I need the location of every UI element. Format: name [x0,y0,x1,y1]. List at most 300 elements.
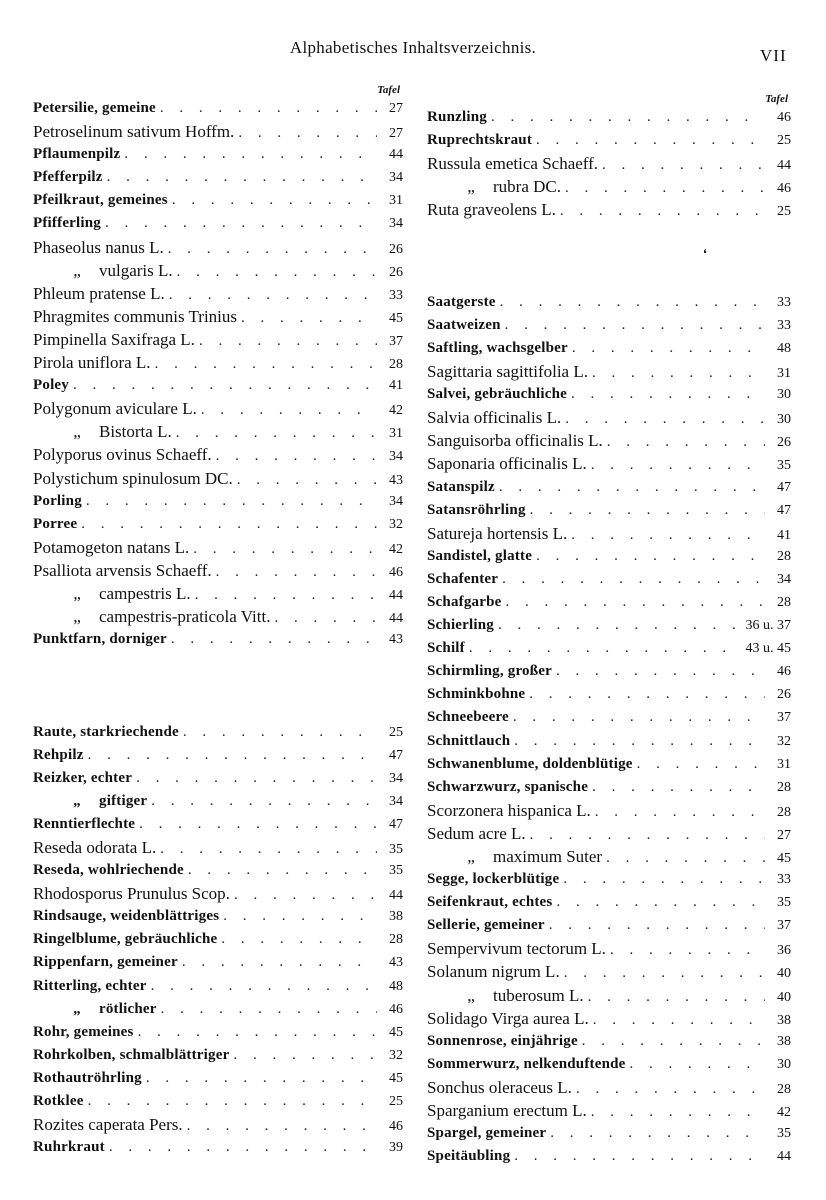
index-entry [427,637,791,660]
dot-leader [487,106,765,129]
entry-text: Schwarzwurz, spanische [427,778,589,795]
entry-name [427,984,584,1007]
entry-text: Porling [33,492,82,509]
index-entry [33,513,403,536]
dot-leader [157,998,377,1021]
index-entry [427,706,791,729]
entry-text: vulgaris L. [99,260,173,280]
entry-name [427,1145,510,1168]
entry-text: Satansröhrling [427,501,526,518]
entry-name [33,236,164,259]
dot-leader [69,374,377,397]
index-entry [33,1090,403,1113]
tafel-number: 35 [777,895,791,911]
dot-leader [589,1009,765,1030]
dot-leader [135,813,377,836]
index-entry [427,568,791,591]
entry-text: tuberosum L. [493,985,584,1005]
index-entry [33,282,403,305]
entry-text: Pimpinella Saxifraga L. [33,329,195,349]
entry-name [427,152,598,175]
entry-name [33,397,197,420]
entry-text: Pfefferpilz [33,169,103,186]
entry-name [427,960,560,983]
dot-leader [212,445,377,466]
entry-name [33,744,84,767]
index-entry [427,614,791,637]
entry-name [427,175,561,198]
dot-leader [532,545,765,568]
entry-text: Sommerwurz, nelkenduftende [427,1055,626,1072]
entry-name [33,905,219,928]
index-entry [427,476,791,499]
entry-text: Pfifferling [33,215,102,232]
index-entry [427,799,791,822]
index-entry [33,951,403,974]
index-entry [33,420,403,443]
index-entry [427,406,791,429]
index-entry [33,212,403,235]
entry-text: rötlicher [99,1000,157,1017]
tafel-number: 31 [777,756,791,772]
entry-text: Reizker, echter [33,769,133,786]
entry-text: Polystichum spinulosum DC. [33,468,233,488]
index-entry [33,189,403,212]
index-entry [427,106,791,129]
dot-leader [168,189,377,212]
dot-leader [189,538,377,559]
dot-leader [510,1145,765,1168]
tafel-number: 26 [777,687,791,703]
tafel-number: 25 [777,133,791,149]
entry-name [427,776,588,799]
dot-leader [173,261,377,282]
tafel-number: 31 [389,193,403,209]
entry-text: Punktfarn, dorniger [33,631,167,648]
index-entry [427,291,791,314]
index-entry [33,905,403,928]
dot-leader [183,1115,377,1136]
dot-leader [465,637,742,660]
tafel-number: 40 [777,989,791,1005]
tafel-number: 28 [777,804,791,820]
dot-leader [270,607,377,628]
dot-leader [572,1078,765,1099]
index-entry [33,559,403,582]
index-entry [33,467,403,490]
tafel-number: 25 [389,724,403,740]
dot-leader [179,721,377,744]
tafel-number: 35 [389,842,403,857]
index-entry [33,120,403,143]
entry-text: Rohr, gemeines [33,1023,134,1040]
index-entry [33,628,403,651]
tafel-number: 34 [389,216,403,232]
tafel-number: 46 [777,181,791,197]
entry-text: Schafgarbe [427,593,502,610]
entry-name [33,582,191,605]
tafel-number: 35 [389,863,403,879]
entry-name [33,951,178,974]
page-number: VII [760,46,787,65]
dot-leader [587,454,765,475]
entry-name [427,914,545,937]
tafel-number: 37 [777,918,791,934]
tafel-number: 28 [777,548,791,564]
tafel-number: 44 [777,158,791,174]
dot-leader [552,660,765,683]
entry-name [33,998,157,1021]
tafel-number: 46 [777,664,791,680]
entry-text: Poley [33,377,69,394]
entry-text: Rippenfarn, gemeiner [33,954,178,971]
index-list-right [427,106,791,1168]
dot-leader [120,143,377,166]
ditto-mark: „ [73,607,81,627]
index-entry [33,143,403,166]
tafel-number: 44 [777,1149,791,1165]
dot-leader [591,801,765,822]
tafel-number: 34 [389,793,403,809]
entry-text: Ritterling, echter [33,977,147,994]
tafel-number: 43 [389,632,403,648]
index-entry [427,937,791,960]
tafel-number: 27 [777,827,791,843]
entry-name [33,1113,183,1136]
entry-text: Rothautröhrling [33,1069,142,1086]
tafel-number: 28 [777,1081,791,1097]
entry-text: Sempervivum tectorum L. [427,939,606,959]
entry-text: Phleum pratense L. [33,283,165,303]
index-entry [427,129,791,152]
page-title: Alphabetisches Inhaltsverzeichnis. [289,38,537,57]
entry-text: Solanum nigrum L. [427,962,560,982]
ink-mark: ❛ [703,247,707,261]
entry-text: Runzling [427,109,487,125]
dot-leader [184,859,377,882]
tafel-number: 37 [777,710,791,726]
entry-text: Reseda, wohlriechende [33,862,184,879]
entry-text: Phragmites communis Trinius [33,306,238,326]
dot-leader [633,753,765,776]
tafel-number: 26 [389,264,403,280]
index-entry [427,175,791,198]
tafel-number: 34 [389,449,403,465]
dot-leader [151,353,377,374]
index-entry [427,822,791,845]
dot-leader [559,868,765,891]
index-entry [427,776,791,799]
tafel-number: 47 [777,479,791,495]
entry-name [427,1030,578,1053]
entry-name [33,721,179,744]
tafel-number: 47 [777,502,791,518]
entry-name [33,605,270,628]
index-entry [427,984,791,1007]
index-entry [33,97,403,120]
tafel-number: 38 [777,1033,791,1049]
entry-text: Saponaria officinalis L. [427,454,587,474]
dot-leader [588,776,765,799]
tafel-number: 43 u. 45 [745,641,791,657]
entry-name [427,129,532,152]
entry-name [427,637,465,660]
tafel-number: 43 [389,472,403,488]
tafel-number: 41 [777,527,791,543]
dot-leader [561,177,765,198]
dot-leader [132,767,377,790]
index-entry [427,914,791,937]
tafel-number: 42 [389,403,403,419]
dot-leader [230,884,377,905]
tafel-number: 47 [389,816,403,832]
index-entry [427,1122,791,1145]
index-entry [33,305,403,328]
dot-leader [495,476,765,499]
index-entry [33,836,403,859]
entry-name [427,683,525,706]
entry-name [427,868,559,891]
entry-name [427,406,561,429]
entry-name [33,1044,229,1067]
index-entry [427,1007,791,1030]
index-entry [33,1044,403,1067]
ditto-mark: „ [73,260,81,280]
entry-name [427,1007,589,1030]
entry-text: Pfeilkraut, gemeines [33,192,168,209]
entry-text: Rindsauge, weidenblättriges [33,908,220,925]
entry-text: Sandistel, glatte [427,547,533,564]
entry-text: campestris-praticola Vitt. [99,607,271,627]
index-entry [33,928,403,951]
dot-leader [502,591,766,614]
tafel-number: 26 [389,241,403,257]
dot-leader [142,1067,377,1090]
entry-name [33,813,135,836]
entry-name [33,790,147,813]
dot-leader [567,524,765,545]
index-entry [427,545,791,568]
entry-name [427,591,502,614]
entry-name [33,443,212,466]
tafel-number: 37 [389,333,403,349]
dot-leader [164,238,377,259]
ditto-mark: „ [467,177,475,197]
index-entry [33,813,403,836]
index-entry [33,351,403,374]
dot-leader [568,337,765,360]
tafel-number: 38 [777,1012,791,1028]
entry-text: Ruhrkraut [33,1139,105,1156]
tafel-number: 42 [389,541,403,557]
entry-name [33,628,167,651]
entry-name [33,767,132,790]
entry-name [33,513,77,536]
entry-text: Schafenter [427,570,499,587]
dot-leader [103,166,377,189]
index-entry [33,605,403,628]
entry-name [33,328,195,351]
tafel-number: 30 [777,1056,791,1072]
index-entry [33,236,403,259]
tafel-number: 48 [389,978,403,994]
entry-text: Raute, starkriechende [33,723,179,740]
entry-text: Saftling, wachsgelber [427,339,568,356]
entry-text: Schminkbohne [427,686,526,703]
index-entry [427,198,791,221]
dot-leader [494,614,741,637]
tafel-number: 34 [389,770,403,786]
entry-name [427,522,567,545]
tafel-number: 43 [389,955,403,971]
entry-text: Phaseolus nanus L. [33,237,164,257]
index-entry [427,360,791,383]
dot-leader [101,212,377,235]
index-entry [427,522,791,545]
dot-leader [217,928,377,951]
dot-leader [156,838,377,859]
entry-text: Rohrkolben, schmalblättriger [33,1046,230,1063]
index-entry [427,868,791,891]
tafel-number: 45 [389,310,403,326]
entry-text: Russula emetica Schaeff. [427,154,599,174]
ditto-mark: „ [73,583,81,603]
index-entry [33,259,403,282]
entry-text: Pirola uniflora L. [33,353,151,373]
index-entry [427,730,791,753]
tafel-number: 32 [389,1047,403,1063]
entry-text: Speitäubling [427,1148,511,1165]
entry-text: Ringelblume, gebräuchliche [33,931,218,948]
entry-name [427,545,532,568]
dot-leader [156,97,377,120]
entry-name [427,383,567,406]
entry-name [33,928,217,951]
tafel-number: 46 [389,1119,403,1135]
entry-name [33,490,82,513]
entry-name [427,314,501,337]
dot-leader [496,291,765,314]
tafel-number: 28 [389,932,403,948]
entry-text: Saatgerste [427,293,496,310]
dot-leader [234,122,377,143]
tafel-number: 45 [777,851,791,866]
index-entry [33,975,403,998]
tafel-number: 32 [777,733,791,749]
index-entry [33,1067,403,1090]
tafel-number: 34 [389,493,403,509]
tafel-number: 40 [777,966,791,982]
entry-text: Schwanenblume, doldenblütige [427,755,633,772]
entry-text: Sparganium erectum L. [427,1101,587,1121]
entry-name [427,1053,626,1076]
dot-leader [84,1090,377,1113]
entry-name [33,467,233,490]
tafel-number: 28 [777,779,791,795]
tafel-number: 27 [389,101,403,116]
tafel-number: 47 [389,747,403,763]
index-entry [33,374,403,397]
index-entry [33,721,403,744]
index-entry [427,499,791,522]
entry-name [427,337,568,360]
index-entry [33,536,403,559]
tafel-number: 26 [777,435,791,451]
entry-name [427,360,588,383]
index-entry [427,1099,791,1122]
entry-text: Seifenkraut, echtes [427,894,553,911]
entry-name [33,282,165,305]
index-entry [427,1076,791,1099]
dot-leader [229,1044,377,1067]
dot-leader [501,314,765,337]
entry-name [33,559,212,582]
entry-text: Polyporus ovinus Schaeff. [33,445,212,465]
ditto-mark: „ [73,422,81,442]
dot-leader [546,1122,765,1145]
entry-text: Sellerie, gemeiner [427,917,545,934]
entry-text: Schnittlauch [427,732,511,749]
dot-leader [82,490,377,513]
index-entry [427,753,791,776]
entry-text: Rhodosporus Prunulus Scop. [33,884,230,904]
index-entry [427,960,791,983]
ditto-mark: „ [73,1000,81,1017]
dot-leader [526,824,765,845]
dot-leader [584,986,765,1007]
entry-name [33,351,151,374]
dot-leader [509,706,765,729]
dot-leader [134,1021,377,1044]
index-entry [427,152,791,175]
tafel-number: 32 [389,516,403,532]
index-entry [33,767,403,790]
entry-name [427,429,603,452]
entry-text: Sonchus oleraceus L. [427,1077,572,1097]
entry-name [33,536,189,559]
index-entry [33,397,403,420]
entry-name [427,476,495,499]
tafel-number: 25 [389,1094,403,1110]
dot-leader [178,951,377,974]
entry-name [427,452,587,475]
entry-name [33,420,172,443]
entry-name [427,499,526,522]
entry-text: Satanspilz [427,478,495,495]
entry-text: Sedum acre L. [427,823,526,843]
index-entry [427,429,791,452]
tafel-number: 30 [777,412,791,428]
index-entry [33,490,403,513]
entry-name [33,97,156,120]
entry-text: Scorzonera hispanica L. [427,800,591,820]
tafel-number: 33 [777,872,791,888]
entry-name [427,937,606,960]
entry-text: Rehpilz [33,746,84,763]
tafel-number: 33 [777,317,791,333]
entry-text: Schierling [427,617,495,634]
entry-name [427,106,487,129]
entry-text: Porree [33,515,78,532]
entry-name [427,799,591,822]
dot-leader [561,408,765,429]
entry-name [427,730,510,753]
entry-name [33,882,230,905]
index-entry [33,859,403,882]
index-entry [33,1136,403,1159]
entry-text: Satureja hortensis L. [427,523,568,543]
dot-leader [525,683,765,706]
